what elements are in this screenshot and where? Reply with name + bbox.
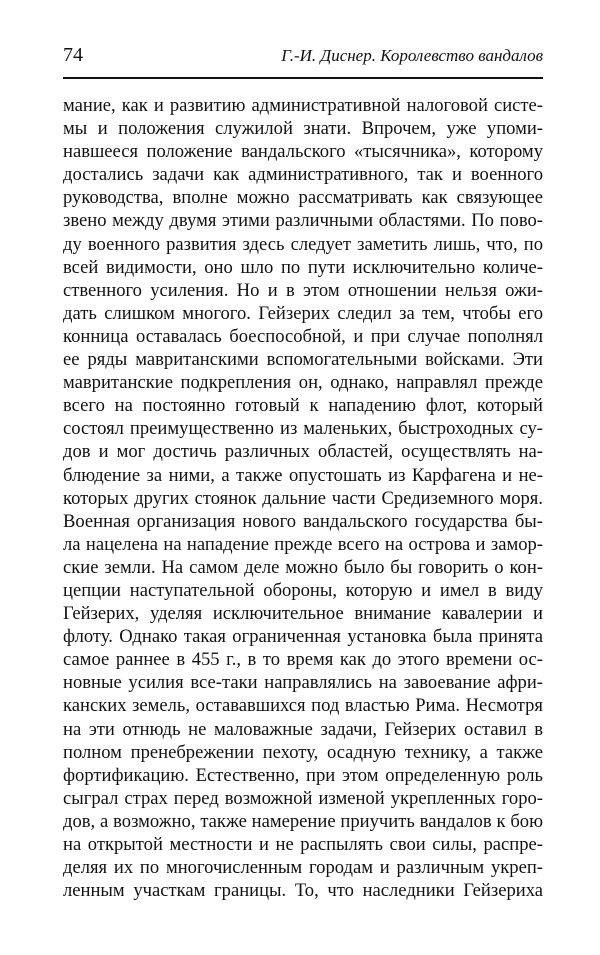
header-rule — [63, 77, 543, 79]
text-line: мы и положения служилой знати. Впрочем, уже упоми- — [63, 118, 543, 140]
text-line: звено между двумя этими различными областями. По пово- — [63, 210, 543, 232]
text-line: дов, а возможно, также намерение приучить вандалов к бою — [63, 810, 543, 832]
text-line: руководства, вполне можно рассматривать как связующее — [63, 187, 543, 209]
text-line: конница оставалась боеспособной, и при случае пополнял — [63, 325, 543, 347]
text-line: канских земель, остававшихся под властью Рима. Несмотря — [63, 695, 543, 717]
text-line: цепции наступательной обороны, которую и имел в виду — [63, 579, 543, 601]
text-line: сыграл страх перед возможной изменой укрепленных горо- — [63, 787, 543, 809]
text-line: полном пренебрежении пехоту, осадную технику, а также — [63, 741, 543, 763]
text-line: Военная организация нового вандальского государства бы- — [63, 510, 543, 532]
text-line: самое раннее в 455 г., в то время как до этого времени ос- — [63, 649, 543, 671]
text-line: блюдение за ними, а также опустошать из Карфагена и не- — [63, 464, 543, 486]
text-line: на открытой местности и не распылять свои силы, распре- — [63, 834, 543, 855]
text-line: флоту. Однако такая ограниченная установка была принята — [63, 626, 543, 648]
text-line: фортификацию. Естественно, при этом определенную роль — [63, 764, 543, 786]
text-line: навшееся положение вандальского «тысячника», которому — [63, 141, 543, 163]
text-line: достались задачи как административного, так и военного — [63, 164, 543, 186]
text-line: ее ряды мавританскими вспомогательными войсками. Эти — [63, 349, 543, 371]
text-line: состоял преимущественно из маленьких, быстроходных су- — [63, 418, 543, 440]
text-line: которых других стоянок дальние части Средиземного моря. — [63, 487, 543, 509]
running-header — [63, 44, 543, 70]
running-title: Г.-И. Диснер. Королевство вандалов — [281, 46, 543, 65]
text-line: ду военного развития здесь следует заметить лишь, что, по — [63, 233, 543, 255]
text-line: ственного усиления. Но и в этом отношении нельзя ожи- — [63, 279, 543, 301]
text-line: всего на постоянно готовый к нападению флот, который — [63, 395, 543, 417]
text-line: мание, как и развитию административной налоговой систе- — [63, 95, 543, 116]
text-line: ла нацелена на нападение прежде всего на острова и замор- — [63, 533, 543, 555]
text-line: на эти отнюдь не маловажные задачи, Гейзерих оставил в — [63, 718, 543, 740]
body-text — [63, 94, 543, 902]
text-line: ленным участкам границы. То, что наследники Гейзериха — [63, 880, 543, 902]
text-line: новные усилия все-таки направлялись на завоевание афри- — [63, 672, 543, 694]
text-line: ские земли. На самом деле можно было бы говорить о кон- — [63, 556, 543, 578]
text-line: мавританские подкрепления он, однако, направлял прежде — [63, 372, 543, 394]
text-line: деляя их по многочисленным городам и различным укреп- — [63, 857, 543, 879]
text-line: всей видимости, оно шло по пути исключительно количе- — [63, 256, 543, 278]
text-line: дов и мог достичь различных областей, осуществлять на- — [63, 441, 543, 463]
page-number: 74 — [63, 44, 83, 66]
text-line: Гейзерих, уделяя исключительное внимание кавалерии и — [63, 603, 543, 625]
text-line: дать слишком многого. Гейзерих следил за тем, чтобы его — [63, 302, 543, 324]
